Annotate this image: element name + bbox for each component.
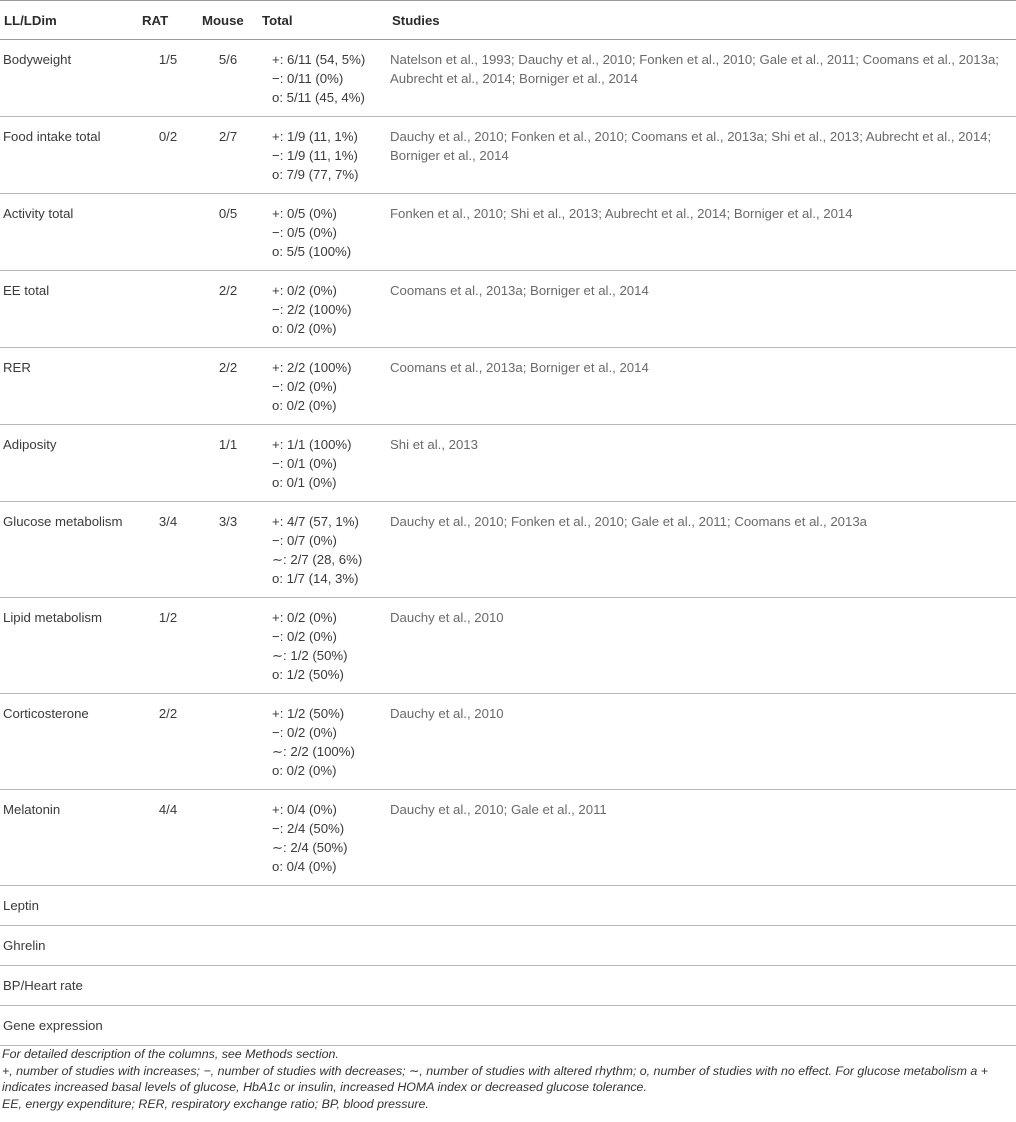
row-label: EE total — [0, 271, 138, 348]
row-label: Glucose metabolism — [0, 502, 138, 598]
total-line: o: 7/9 (77, 7%) — [272, 167, 359, 182]
studies-cell: Dauchy et al., 2010; Fonken et al., 2010; Coomans et al., 2013a; Shi et al., 2013; Aubrecht et al., 2014; Borniger et al., 2014 — [388, 117, 1016, 194]
mouse-count — [198, 598, 258, 694]
table-row — [0, 194, 1016, 271]
total-cell — [258, 790, 388, 886]
footnote-columns: For detailed description of the columns, see Methods section. — [2, 1047, 339, 1061]
total-line: −: 2/4 (50%) — [272, 821, 345, 836]
rat-count — [138, 194, 198, 271]
table-row — [0, 40, 1016, 117]
total-line: −: 2/2 (100%) — [272, 302, 352, 317]
total-cell — [258, 926, 388, 966]
rat-count: 4/4 — [138, 790, 198, 886]
total-line: −: 0/5 (0%) — [272, 225, 337, 240]
mouse-count: 2/2 — [198, 348, 258, 425]
header-row — [0, 1, 1016, 40]
mouse-count: 5/6 — [198, 40, 258, 117]
table-row — [0, 425, 1016, 502]
studies-cell — [388, 926, 1016, 966]
studies-cell: Coomans et al., 2013a; Borniger et al., 2014 — [388, 271, 1016, 348]
mouse-count: 1/1 — [198, 425, 258, 502]
mouse-count — [198, 694, 258, 790]
header-mouse: Mouse — [198, 1, 258, 40]
mouse-count — [198, 1006, 258, 1046]
row-label: Melatonin — [0, 790, 138, 886]
total-line: −: 0/2 (0%) — [272, 629, 337, 644]
rat-count — [138, 1006, 198, 1046]
total-line: o: 5/5 (100%) — [272, 244, 352, 259]
studies-cell — [388, 1006, 1016, 1046]
footnote-symbols: +, number of studies with increases; −, number of studies with decreases; ∼, number of studies with altered rhythm; o, number of studies with no effect. For glucose metabolism a + indicates increased basal levels of glucose, HbA1c or insulin, increased HOMA index or decreased glucose tolerance. — [2, 1063, 988, 1095]
header-studies: Studies — [388, 1, 1016, 40]
total-line: −: 0/7 (0%) — [272, 533, 337, 548]
row-label: Lipid metabolism — [0, 598, 138, 694]
total-cell — [258, 194, 388, 271]
total-cell — [258, 502, 388, 598]
table-row — [0, 966, 1016, 1006]
row-label: Ghrelin — [0, 926, 138, 966]
rat-count: 1/5 — [138, 40, 198, 117]
rat-count — [138, 348, 198, 425]
total-line: +: 0/4 (0%) — [272, 802, 337, 817]
footnote-abbreviations: EE, energy expenditure; RER, respiratory exchange ratio; BP, blood pressure. — [2, 1096, 429, 1111]
table-row — [0, 694, 1016, 790]
row-label: Leptin — [0, 886, 138, 926]
rat-count: 0/2 — [138, 117, 198, 194]
total-cell — [258, 1006, 388, 1046]
total-line: +: 2/2 (100%) — [272, 360, 352, 375]
mouse-count: 2/2 — [198, 271, 258, 348]
studies-cell: Shi et al., 2013 — [388, 425, 1016, 502]
total-line: o: 0/4 (0%) — [272, 859, 337, 874]
total-line: −: 0/2 (0%) — [272, 725, 337, 740]
studies-cell: Dauchy et al., 2010; Gale et al., 2011 — [388, 790, 1016, 886]
total-line: o: 0/2 (0%) — [272, 321, 337, 336]
rat-count: 2/2 — [138, 694, 198, 790]
mouse-count — [198, 966, 258, 1006]
row-label: RER — [0, 348, 138, 425]
studies-cell: Fonken et al., 2010; Shi et al., 2013; Aubrecht et al., 2014; Borniger et al., 2014 — [388, 194, 1016, 271]
total-line: −: 0/2 (0%) — [272, 379, 337, 394]
row-label: Corticosterone — [0, 694, 138, 790]
total-line: o: 1/7 (14, 3%) — [272, 571, 359, 586]
total-line: ∼: 2/2 (100%) — [272, 744, 355, 759]
mouse-count: 0/5 — [198, 194, 258, 271]
studies-cell — [388, 886, 1016, 926]
total-cell — [258, 694, 388, 790]
total-line: +: 1/2 (50%) — [272, 706, 345, 721]
row-label: Food intake total — [0, 117, 138, 194]
header-rat: RAT — [138, 1, 198, 40]
table-header — [0, 1, 1016, 40]
total-cell — [258, 271, 388, 348]
studies-cell: Dauchy et al., 2010 — [388, 598, 1016, 694]
total-line: +: 1/9 (11, 1%) — [272, 129, 358, 144]
table-row — [0, 926, 1016, 966]
mouse-count — [198, 886, 258, 926]
studies-cell: Natelson et al., 1993; Dauchy et al., 2010; Fonken et al., 2010; Gale et al., 2011; Coomans et al., 2013a; Aubrecht et al., 2014; Borniger et al., 2014 — [388, 40, 1016, 117]
table-row — [0, 790, 1016, 886]
header-ll-ldim: LL/LDim — [0, 1, 138, 40]
row-label: Activity total — [0, 194, 138, 271]
row-label: Bodyweight — [0, 40, 138, 117]
table-row — [0, 886, 1016, 926]
studies-cell: Dauchy et al., 2010 — [388, 694, 1016, 790]
total-line: +: 0/2 (0%) — [272, 283, 337, 298]
table-footnotes — [2, 1046, 1012, 1112]
total-line: +: 4/7 (57, 1%) — [272, 514, 359, 529]
table-row — [0, 1006, 1016, 1046]
total-cell — [258, 598, 388, 694]
total-cell — [258, 40, 388, 117]
total-cell — [258, 886, 388, 926]
studies-cell: Dauchy et al., 2010; Fonken et al., 2010; Gale et al., 2011; Coomans et al., 2013a — [388, 502, 1016, 598]
header-total: Total — [258, 1, 388, 40]
total-line: +: 0/5 (0%) — [272, 206, 337, 221]
table-body — [0, 40, 1016, 1046]
mouse-count: 3/3 — [198, 502, 258, 598]
rat-count — [138, 926, 198, 966]
mouse-count — [198, 790, 258, 886]
total-line: o: 0/2 (0%) — [272, 763, 337, 778]
total-line: o: 1/2 (50%) — [272, 667, 344, 682]
studies-cell — [388, 966, 1016, 1006]
total-line: +: 0/2 (0%) — [272, 610, 337, 625]
total-line: −: 0/1 (0%) — [272, 456, 337, 471]
table-row — [0, 348, 1016, 425]
row-label: Adiposity — [0, 425, 138, 502]
total-line: ∼: 1/2 (50%) — [272, 648, 348, 663]
total-line: o: 0/2 (0%) — [272, 398, 337, 413]
mouse-count — [198, 926, 258, 966]
total-cell — [258, 348, 388, 425]
row-label: Gene expression — [0, 1006, 138, 1046]
total-line: +: 6/11 (54, 5%) — [272, 52, 366, 67]
rat-count — [138, 425, 198, 502]
total-line: +: 1/1 (100%) — [272, 437, 352, 452]
table-row — [0, 502, 1016, 598]
rat-count — [138, 271, 198, 348]
table-row — [0, 117, 1016, 194]
row-label: BP/Heart rate — [0, 966, 138, 1006]
total-line: ∼: 2/4 (50%) — [272, 840, 348, 855]
total-line: ∼: 2/7 (28, 6%) — [272, 552, 363, 567]
total-cell — [258, 966, 388, 1006]
studies-cell: Coomans et al., 2013a; Borniger et al., 2014 — [388, 348, 1016, 425]
rat-count — [138, 886, 198, 926]
table-row — [0, 271, 1016, 348]
total-line: o: 5/11 (45, 4%) — [272, 90, 365, 105]
rat-count: 1/2 — [138, 598, 198, 694]
rat-count — [138, 966, 198, 1006]
total-line: o: 0/1 (0%) — [272, 475, 337, 490]
mouse-count: 2/7 — [198, 117, 258, 194]
total-line: −: 1/9 (11, 1%) — [272, 148, 358, 163]
rat-count: 3/4 — [138, 502, 198, 598]
total-cell — [258, 117, 388, 194]
total-cell — [258, 425, 388, 502]
table-row — [0, 598, 1016, 694]
total-line: −: 0/11 (0%) — [272, 71, 344, 86]
